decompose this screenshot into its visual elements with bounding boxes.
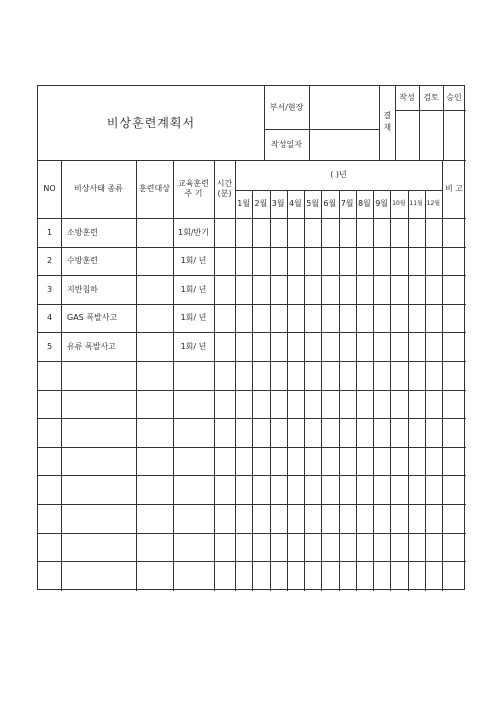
approval-label: 결재	[382, 111, 392, 135]
row-type	[61, 561, 136, 590]
row-cycle	[173, 504, 214, 533]
row-cycle: 1회/ 년	[180, 256, 207, 266]
row-cycle	[173, 361, 214, 390]
row-cycle: 1회/ 년	[180, 341, 207, 351]
row-time	[214, 390, 235, 419]
row-no: 5	[46, 341, 53, 351]
row-time	[214, 561, 235, 590]
row-target	[136, 390, 173, 419]
col-no: NO	[43, 184, 56, 194]
row-time	[214, 447, 235, 476]
row-target	[136, 447, 173, 476]
col-month-12: 12월	[426, 200, 441, 208]
row-no: 3	[46, 284, 53, 294]
row-cycle	[173, 390, 214, 419]
row-time	[214, 361, 235, 390]
row-target	[136, 533, 173, 562]
col-remarks: 비 고	[445, 184, 463, 194]
row-target	[136, 504, 173, 533]
form-frame	[37, 85, 465, 590]
row-no	[38, 475, 61, 504]
row-no: 2	[46, 256, 53, 266]
row-type: 소방훈련	[67, 227, 98, 237]
row-no: 1	[46, 227, 53, 237]
row-target	[136, 247, 173, 276]
row-type	[61, 361, 136, 390]
row-no	[38, 361, 61, 390]
row-time	[214, 418, 235, 447]
col-month-4: 4월	[288, 199, 302, 209]
row-target	[136, 475, 173, 504]
row-time	[214, 533, 235, 562]
row-time	[214, 275, 235, 304]
row-type	[61, 533, 136, 562]
row-no	[38, 390, 61, 419]
row-target	[136, 561, 173, 590]
row-type: 수방훈련	[67, 256, 98, 266]
col-month-3: 3월	[271, 199, 285, 209]
row-cycle	[173, 418, 214, 447]
col-month-9: 9월	[375, 199, 389, 209]
approval-role-approver: 승인	[446, 93, 462, 103]
row-type: 유류 폭발사고	[67, 341, 116, 351]
row-target	[136, 218, 173, 247]
col-cycle: 교육훈련 주 기	[178, 179, 209, 198]
row-cycle: 1회/반기	[178, 227, 209, 237]
row-time	[214, 247, 235, 276]
col-year: ( )년	[330, 170, 347, 180]
row-no	[38, 561, 61, 590]
row-cycle	[173, 533, 214, 562]
row-no: 4	[46, 313, 53, 323]
row-target	[136, 304, 173, 333]
row-no	[38, 447, 61, 476]
date-label: 작성일자	[271, 139, 302, 149]
row-time	[214, 218, 235, 247]
col-target: 훈련대상	[139, 184, 170, 194]
col-month-2: 2월	[254, 199, 268, 209]
row-no	[38, 533, 61, 562]
row-cycle	[173, 475, 214, 504]
department-value[interactable]	[309, 86, 379, 129]
row-type	[61, 475, 136, 504]
col-time: 시간 (분)	[216, 179, 233, 198]
row-target	[136, 275, 173, 304]
row-time	[214, 504, 235, 533]
row-no	[38, 504, 61, 533]
row-type	[61, 504, 136, 533]
col-month-8: 8월	[357, 199, 371, 209]
row-target	[136, 332, 173, 361]
approval-role-writer: 작성	[399, 93, 415, 103]
row-type: 지반침하	[67, 284, 98, 294]
col-type: 비상사태 종류	[74, 184, 123, 194]
row-time	[214, 332, 235, 361]
row-target	[136, 361, 173, 390]
col-month-11: 11월	[409, 200, 423, 208]
row-target	[136, 418, 173, 447]
col-month-10: 10월	[392, 200, 406, 208]
row-cycle	[173, 561, 214, 590]
row-cycle: 1회/ 년	[180, 284, 207, 294]
row-type	[61, 447, 136, 476]
approval-role-reviewer: 검토	[423, 93, 439, 103]
department-label: 부서/현장	[269, 102, 304, 112]
document-title: 비상훈련계획서	[106, 115, 196, 130]
row-cycle	[173, 447, 214, 476]
row-type: GAS 폭발사고	[67, 313, 118, 323]
row-type	[61, 390, 136, 419]
col-month-6: 6월	[323, 199, 337, 209]
date-value[interactable]	[309, 129, 379, 160]
col-month-5: 5월	[306, 199, 320, 209]
row-type	[61, 418, 136, 447]
row-cycle: 1회/ 년	[180, 313, 207, 323]
col-month-1: 1월	[237, 199, 251, 209]
row-time	[214, 475, 235, 504]
col-month-7: 7월	[340, 199, 354, 209]
row-time	[214, 304, 235, 333]
row-no	[38, 418, 61, 447]
